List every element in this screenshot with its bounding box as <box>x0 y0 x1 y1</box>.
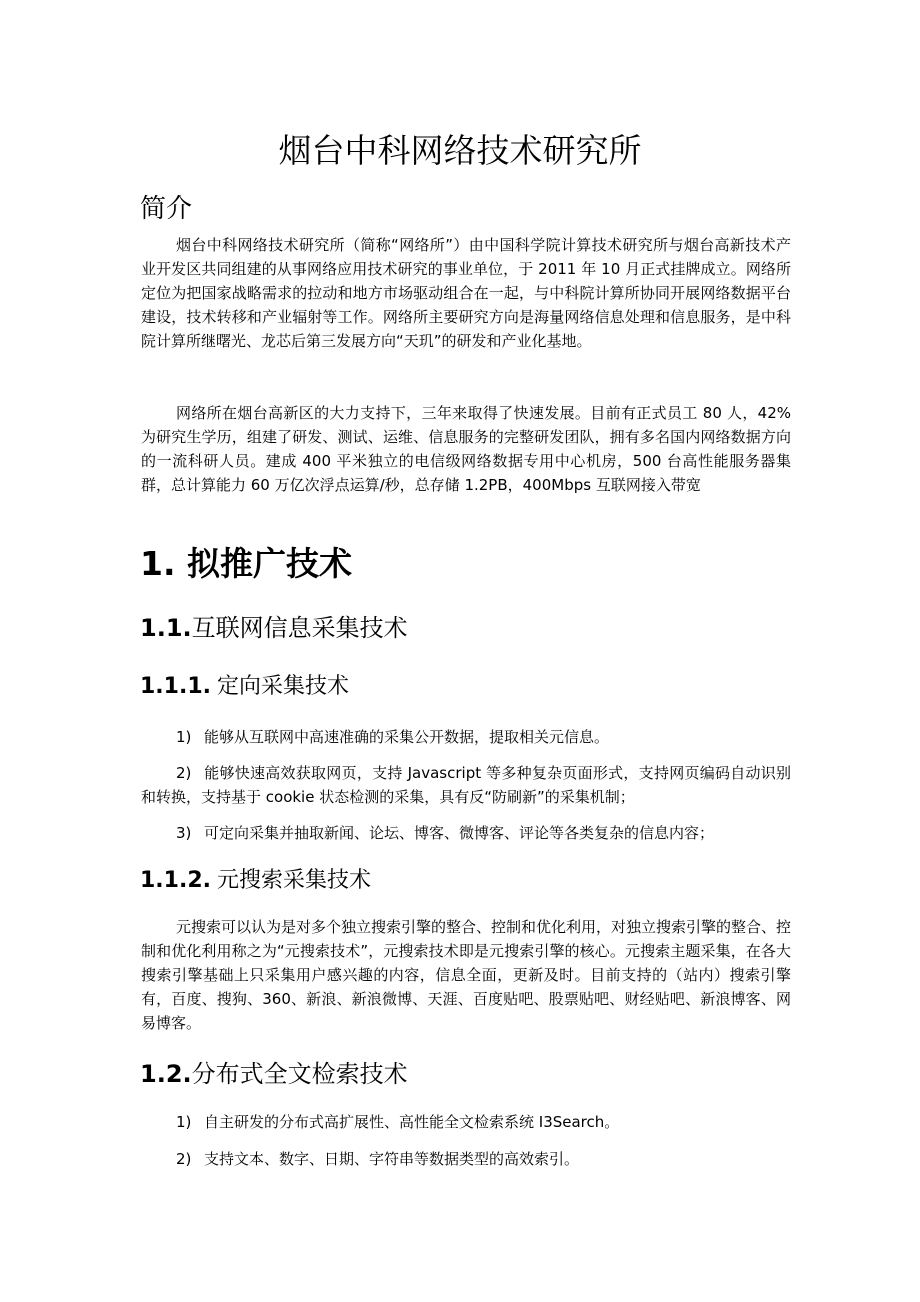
list-item <box>141 761 791 809</box>
list-item <box>141 821 791 845</box>
section-1-1-1-number: 1.1.1. <box>140 674 211 699</box>
list-marker: 1) <box>176 1113 192 1131</box>
list-marker: 2) <box>176 1150 192 1168</box>
section-1-1-2-number: 1.1.2. <box>140 868 211 893</box>
list-item-text: 自主研发的分布式高扩展性、高性能全文检索系统 I3Search。 <box>204 1113 620 1131</box>
list-item-text: 能够快速高效获取网页，支持 Javascript 等多种复杂页面形式，支持网页编码自动识别和转换，支持基于 cookie 状态检测的采集，具有反“防刷新”的采集机制； <box>141 764 791 806</box>
document-title: 烟台中科网络技术研究所 <box>278 131 642 170</box>
section-1-1-heading <box>140 610 408 646</box>
section-1-2-number: 1.2. <box>140 1060 192 1088</box>
list-item-text: 支持文本、数字、日期、字符串等数据类型的高效索引。 <box>204 1150 580 1168</box>
intro-heading: 简介 <box>140 194 193 224</box>
section-1-1-1-heading <box>140 670 349 704</box>
section-1-1-2-paragraph: 元搜索可以认为是对多个独立搜索引擎的整合、控制和优化利用，对独立搜索引擎的整合、控制和优化利用称之为“元搜索技术”，元搜索技术即是元搜索引擎的核心。元搜索主题采集，在各大搜索引擎基础上只采集用户感兴趣的内容，信息全面，更新及时。目前支持的（站内）搜索引擎有，百度、搜狗、360、新浪、新浪微博、天涯、百度贴吧、股票贴吧、财经贴吧、新浪博客、网易博客。 <box>141 918 792 1032</box>
section-1-1-2-title: 元搜索采集技术 <box>217 868 372 893</box>
list-marker: 2) <box>176 764 192 782</box>
intro-paragraph-1: 烟台中科网络技术研究所（简称“网络所”）由中国科学院计算技术研究所与烟台高新技术产业开发区共同组建的从事网络应用技术研究的事业单位，于 2011 年 10 月正式挂牌成立。网络所定位为把国家战略需求的拉动和地方市场驱动组合在一起，与中科院计算所协同开展网络数据平台建设，技术转移和产业辐射等工作。网络所主要研究方向是海量网络信息处理和信息服务，是中科院计算所继曙光、龙芯后第三发展方向“天玑”的研发和产业化基地。 <box>141 236 791 350</box>
section-1-2-heading <box>140 1056 408 1092</box>
list-item <box>141 1110 791 1134</box>
section-1-heading: 1. 拟推广技术 <box>140 544 352 583</box>
section-1-1-2-heading <box>140 864 371 898</box>
list-marker: 3) <box>176 824 192 842</box>
intro-paragraph-2: 网络所在烟台高新区的大力支持下，三年来取得了快速发展。目前有正式员工 80 人，42%为研究生学历，组建了研发、测试、运维、信息服务的完整研发团队，拥有多名国内网络数据方向的一流科研人员。建成 400 平米独立的电信级网络数据专用中心机房，500 台高性能服务器集群，总计算能力 60 万亿次浮点运算/秒，总存储 1.2PB，400Mbps 互联网接入带宽 <box>141 404 791 494</box>
section-1-1-title: 互联网信息采集技术 <box>191 614 408 642</box>
section-1-1-1-title: 定向采集技术 <box>217 674 350 699</box>
list-item <box>141 1147 791 1171</box>
list-item-text: 能够从互联网中高速准确的采集公开数据，提取相关元信息。 <box>204 728 610 746</box>
section-1-1-number: 1.1. <box>140 614 192 642</box>
list-item <box>141 725 791 749</box>
section-1-2-title: 分布式全文检索技术 <box>191 1060 408 1088</box>
list-marker: 1) <box>176 728 192 746</box>
list-item-text: 可定向采集并抽取新闻、论坛、博客、微博客、评论等各类复杂的信息内容； <box>204 824 715 842</box>
